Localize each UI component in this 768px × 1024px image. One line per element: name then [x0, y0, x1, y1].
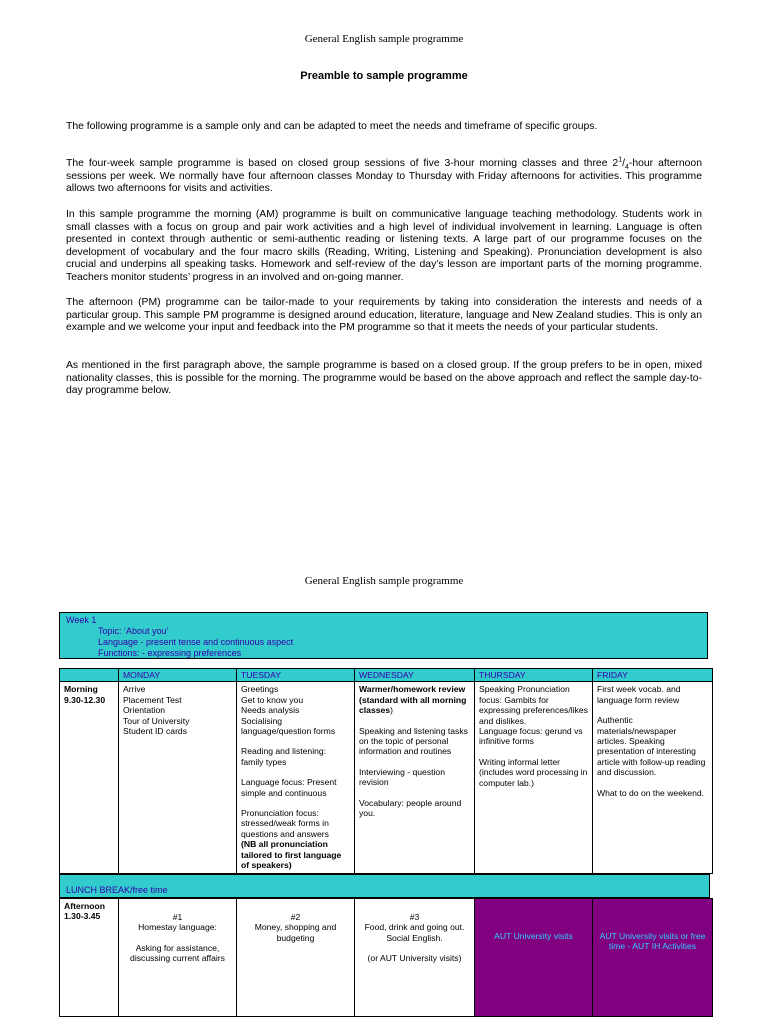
morning-label: Morning 9.30-12.30 — [60, 682, 119, 873]
day-tuesday: TUESDAY — [237, 669, 355, 682]
paragraph-1: The following programme is a sample only and can be adapted to meet the needs and timeframe of specific groups. — [66, 121, 598, 132]
afternoon-tuesday: #2 Money, shopping and budgeting — [237, 899, 355, 1017]
preamble-title: Preamble to sample programme — [300, 70, 468, 82]
morning-friday: First week vocab. and language form review Authentic materials/newspaper articles. Speaking presentation of interesting article with follow-up reading and discussion. What to do on the weekend. — [593, 682, 713, 873]
day-friday: FRIDAY — [593, 669, 713, 682]
morning-monday: Arrive Placement Test Orientation Tour of University Student ID cards — [119, 682, 237, 873]
week-functions: Functions: - expressing preferences — [98, 648, 242, 658]
morning-row — [60, 682, 713, 873]
afternoon-friday: AUT University visits or free time - AUT IH Activities — [593, 899, 713, 1017]
paragraph-4: The afternoon (PM) programme can be tailor-made to your requirements by taking into consideration the interests and needs of a particular group. This sample PM programme is designed around education, literature, language and New Zealand studies. This is only an example and we welcome your input and feedback into the PM programme so that it meets the needs of your particular students. — [66, 297, 702, 334]
morning-tuesday: Greetings Get to know you Needs analysis Socialising language/question forms Reading and listening: family types Language focus: Present simple and continuous Pronunciation focus: stressed/weak forms in questions and answers (NB all pronunciation tailored to first language of speakers) — [237, 682, 355, 873]
day-monday: MONDAY — [119, 669, 237, 682]
day-wednesday: WEDNESDAY — [355, 669, 475, 682]
afternoon-row — [60, 899, 713, 1017]
week-label: Week 1 — [66, 615, 97, 625]
paragraph-5: As mentioned in the first paragraph above, the sample programme is based on a closed group. If the group prefers to be in open, mixed nationality classes, this is possible for the morning. The programme would be based on the above approach and reflect the sample day-to-day programme below. — [66, 360, 702, 397]
afternoon-label: Afternoon 1.30-3.45 — [60, 899, 119, 1017]
afternoon-table — [59, 898, 713, 1017]
morning-wednesday: Warmer/homework review (standard with all morning classes) Speaking and listening tasks on the topic of personal information and routines Interviewing - question revision Vocabulary: people around you. — [355, 682, 475, 873]
afternoon-thursday: AUT University visits — [475, 899, 593, 1017]
day-thursday: THURSDAY — [475, 669, 593, 682]
morning-thursday: Speaking Pronunciation focus: Gambits for expressing preferences/likes and dislikes. Language focus: gerund vs infinitive forms Writing informal letter (includes word processing in computer lab.) — [475, 682, 593, 873]
day-header-row — [60, 669, 713, 682]
afternoon-monday: #1 Homestay language: Asking for assistance, discussing current affairs — [119, 899, 237, 1017]
paragraph-3: In this sample programme the morning (AM) programme is built on communicative language teaching methodology. Students work in small classes with a focus on group and pair work activities and a high level of individual involvement in learning. Language is often presented in context through authentic or semi-authentic reading or listening texts. A large part of our programme focuses on the development of vocabulary and the four macro skills (Reading, Writing, Listening and Speaking). Pronunciation development is also crucial and underpins all speaking tasks. Homework and self-review of the day’s lesson are important parts of the morning programme. Teachers monitor students’ progress in an involved and on-going manner. — [66, 209, 702, 283]
week-header-box — [59, 612, 708, 659]
running-header-second: General English sample programme — [304, 575, 464, 587]
running-header-top: General English sample programme — [304, 33, 464, 45]
schedule-table — [59, 668, 713, 874]
lunch-break-bar: LUNCH BREAK/free time — [59, 874, 710, 898]
paragraph-2: The four-week sample programme is based on closed group sessions of five 3-hour morning classes and three $2^1/_4$-hour afternoon sessions per week. We normally have four afternoon classes Monday to Thursday with Friday afternoons for activities. This programme allows two afternoons for visits and activities. — [66, 156, 702, 195]
afternoon-wednesday: #3 Food, drink and going out. Social English. (or AUT University visits) — [355, 899, 475, 1017]
corner-cell — [60, 669, 119, 682]
week-language: Language - present tense and continuous aspect — [98, 637, 294, 647]
week-topic: Topic: ‘About you’ — [98, 626, 169, 636]
